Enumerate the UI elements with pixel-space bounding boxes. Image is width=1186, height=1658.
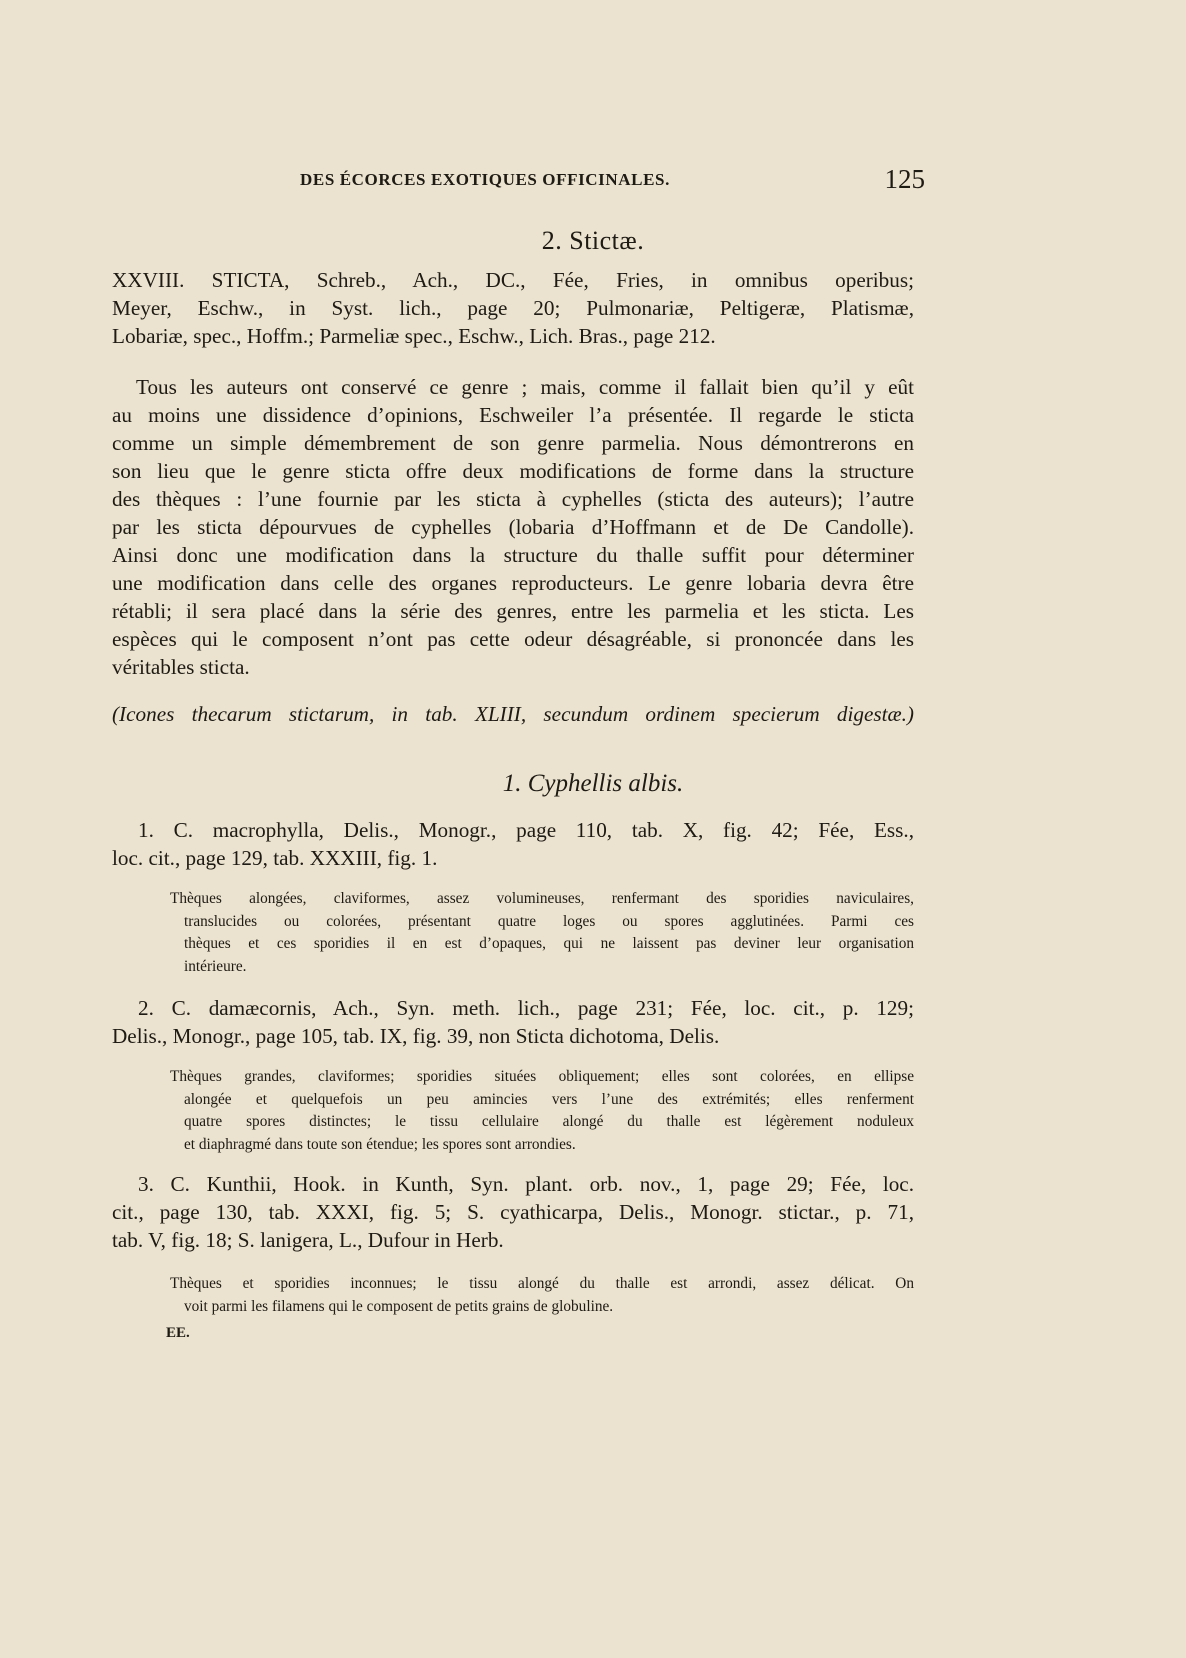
signature-mark: EE.	[166, 1325, 190, 1341]
paragraph-line: au moins une dissidence d’opinions, Eschweiler l’a présentée. Il regarde le sticta	[112, 403, 914, 427]
discussion-paragraph	[112, 373, 914, 681]
note-line: translucides ou colorées, présentant quatre loges ou spores agglutinées. Parmi ces	[184, 912, 914, 930]
note-line: Thèques alongées, claviformes, assez volumineuses, renfermant des sporidies naviculaires,	[170, 890, 914, 907]
species-line: Delis., Monogr., page 105, tab. IX, fig. 39, non Sticta dichotoma, Delis.	[112, 1024, 720, 1048]
paragraph-line: son lieu que le genre sticta offre deux modifications de forme dans la structure	[112, 459, 914, 483]
note-line: quatre spores distinctes; le tissu cellulaire alongé du thalle est légèrement noduleux	[184, 1113, 914, 1130]
species-line: tab. V, fig. 18; S. lanigera, L., Dufour in Herb.	[112, 1228, 504, 1252]
genus-line: Meyer, Eschw., in Syst. lich., page 20; Pulmonariæ, Peltigeræ, Platismæ,	[112, 296, 914, 320]
paragraph-line: une modification dans celle des organes reproducteurs. Le genre lobaria devra être	[112, 571, 914, 595]
running-title: DES ÉCORCES EXOTIQUES OFFICINALES.	[300, 170, 670, 189]
genus-line: Lobariæ, spec., Hoffm.; Parmeliæ spec., Eschw., Lich. Bras., page 212.	[112, 324, 716, 348]
icones-note	[112, 700, 914, 728]
paragraph-line: comme un simple démembrement de son genre parmelia. Nous démontrerons en	[112, 431, 914, 455]
paragraph-line: Ainsi donc une modification dans la structure du thalle suffit pour déterminer	[112, 543, 914, 567]
icones-line: (Icones thecarum stictarum, in tab. XLIII, secundum ordinem specierum digestæ.)	[112, 702, 914, 726]
section-title: 2. Stictæ.	[541, 226, 645, 255]
note-line: Thèques grandes, claviformes; sporidies situées obliquement; elles sont colorées, en ellipse	[170, 1068, 914, 1085]
paragraph-line: Tous les auteurs ont conservé ce genre ; mais, comme il fallait bien qu’il y eût	[136, 375, 914, 399]
species-1	[112, 816, 914, 872]
page-number: 125	[884, 164, 925, 194]
note-line: thèques et ces sporidies il en est d’opaques, qui ne laissent pas deviner leur organisation	[184, 935, 914, 952]
species-2-note	[170, 1066, 914, 1156]
paragraph-line: rétabli; il sera placé dans la série des genres, entre les parmelia et les sticta. Les	[112, 599, 914, 623]
note-line: Thèques et sporidies inconnues; le tissu alongé du thalle est arrondi, assez délicat. On	[170, 1275, 914, 1292]
genus-line: XXVIII. STICTA, Schreb., Ach., DC., Fée, Fries, in omnibus operibus;	[112, 268, 914, 292]
species-line: 1. C. macrophylla, Delis., Monogr., page 110, tab. X, fig. 42; Fée, Ess.,	[138, 818, 914, 842]
paragraph-line: véritables sticta.	[112, 655, 250, 679]
species-line: 3. C. Kunthii, Hook. in Kunth, Syn. plant. orb. nov., 1, page 29; Fée, loc.	[138, 1172, 914, 1196]
subsection-title: 1. Cyphellis albis.	[502, 770, 684, 797]
species-3	[112, 1170, 914, 1254]
genus-entry	[112, 266, 914, 350]
species-1-note	[170, 888, 914, 978]
note-line: intérieure.	[184, 957, 247, 975]
note-line: et diaphragmé dans toute son étendue; les spores sont arrondies.	[184, 1135, 576, 1153]
paragraph-line: des thèques : l’une fournie par les sticta à cyphelles (sticta des auteurs); l’autre	[112, 487, 914, 511]
species-2	[112, 994, 914, 1050]
note-line: alongée et quelquefois un peu amincies vers l’une des extrémités; elles renferment	[184, 1090, 914, 1108]
paragraph-line: par les sticta dépourvues de cyphelles (lobaria d’Hoffmann et de De Candolle).	[112, 515, 914, 539]
species-3-note	[170, 1273, 914, 1318]
note-line: voit parmi les filamens qui le composent de petits grains de globuline.	[184, 1297, 614, 1315]
species-line: loc. cit., page 129, tab. XXXIII, fig. 1.	[112, 846, 438, 870]
species-line: cit., page 130, tab. XXXI, fig. 5; S. cyathicarpa, Delis., Monogr. stictar., p. 71,	[112, 1200, 914, 1224]
page-header	[300, 164, 925, 198]
species-line: 2. C. damæcornis, Ach., Syn. meth. lich., page 231; Fée, loc. cit., p. 129;	[138, 996, 914, 1020]
paragraph-line: espèces qui le composent n’ont pas cette odeur désagréable, si prononcée dans les	[112, 627, 914, 651]
